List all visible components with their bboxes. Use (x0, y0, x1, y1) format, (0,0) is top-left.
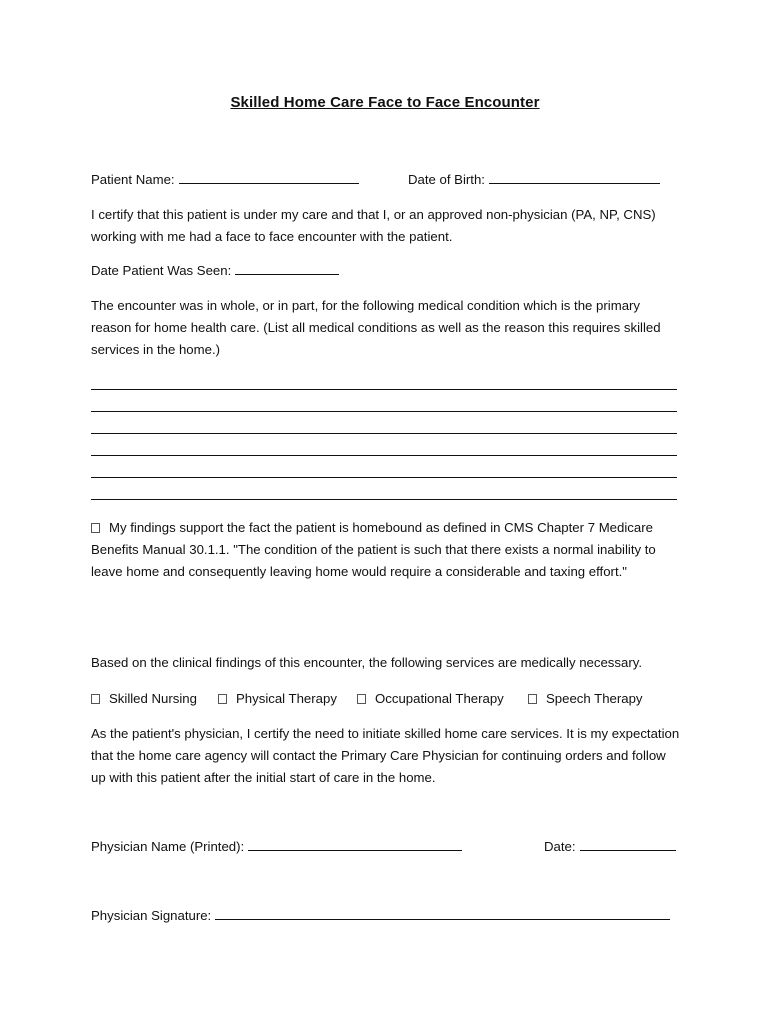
physician-signature-input[interactable] (215, 905, 670, 920)
date-of-birth-input[interactable] (489, 169, 660, 184)
homebound-paragraph (91, 517, 681, 583)
homebound-checkbox[interactable] (91, 523, 100, 533)
condition-line[interactable] (91, 411, 677, 412)
physician-signature-row (91, 905, 681, 927)
condition-line[interactable] (91, 389, 677, 390)
service-skilled-nursing[interactable] (91, 688, 197, 710)
service-physical-therapy[interactable] (218, 688, 337, 710)
date-seen-row (91, 260, 681, 282)
physical-therapy-checkbox[interactable] (218, 694, 227, 704)
homebound-text: My findings support the fact the patient is homebound as defined in CMS Chapter 7 Medicare Benefits Manual 30.1.1. "The condition of the patient is such that there exists a normal inability to leave home and consequently leaving home would require a considerable and taxing effort." (91, 520, 656, 579)
physician-signature-label: Physician Signature: (91, 908, 212, 923)
form-title: Skilled Home Care Face to Face Encounter (230, 94, 540, 111)
patient-name-input[interactable] (179, 169, 359, 184)
condition-line[interactable] (91, 433, 677, 434)
service-label: Skilled Nursing (109, 691, 197, 706)
date-seen-input[interactable] (235, 260, 339, 275)
service-label: Occupational Therapy (375, 691, 504, 706)
date-input[interactable] (580, 836, 676, 851)
condition-line[interactable] (91, 455, 677, 456)
physician-name-field (91, 836, 462, 858)
occupational-therapy-checkbox[interactable] (357, 694, 366, 704)
service-speech-therapy[interactable] (528, 688, 643, 710)
service-label: Physical Therapy (236, 691, 337, 706)
date-seen-label: Date Patient Was Seen: (91, 263, 232, 278)
speech-therapy-checkbox[interactable] (528, 694, 537, 704)
physician-signature-field (91, 905, 670, 927)
physician-name-row (91, 836, 681, 858)
date-of-birth-field (408, 169, 660, 191)
physician-name-input[interactable] (248, 836, 462, 851)
condition-line[interactable] (91, 499, 677, 500)
patient-name-field (91, 169, 359, 191)
date-of-birth-label: Date of Birth: (408, 172, 485, 187)
service-label: Speech Therapy (546, 691, 643, 706)
date-label: Date: (544, 839, 576, 854)
services-row (91, 688, 681, 710)
patient-info-row (91, 169, 681, 191)
date-seen-field (91, 260, 339, 282)
date-field (544, 836, 676, 858)
physician-name-label: Physician Name (Printed): (91, 839, 245, 854)
patient-name-label: Patient Name: (91, 172, 175, 187)
services-intro: Based on the clinical findings of this encounter, the following services are medically necessary. (91, 655, 642, 670)
skilled-nursing-checkbox[interactable] (91, 694, 100, 704)
certify-paragraph: I certify that this patient is under my care and that I, or an approved non-physician (PA, NP, CNS) working with me had a face to face encounter with the patient. (91, 207, 656, 244)
physician-cert-paragraph: As the patient's physician, I certify the need to initiate skilled home care services. It is my expectation that the home care agency will contact the Primary Care Physician for continuing orders and follow up with this patient after the initial start of care in the home. (91, 726, 680, 785)
service-occupational-therapy[interactable] (357, 688, 504, 710)
encounter-paragraph: The encounter was in whole, or in part, for the following medical condition which is the primary reason for home health care. (List all medical conditions as well as the reason this requires skilled services in the home.) (91, 298, 661, 357)
condition-line[interactable] (91, 477, 677, 478)
